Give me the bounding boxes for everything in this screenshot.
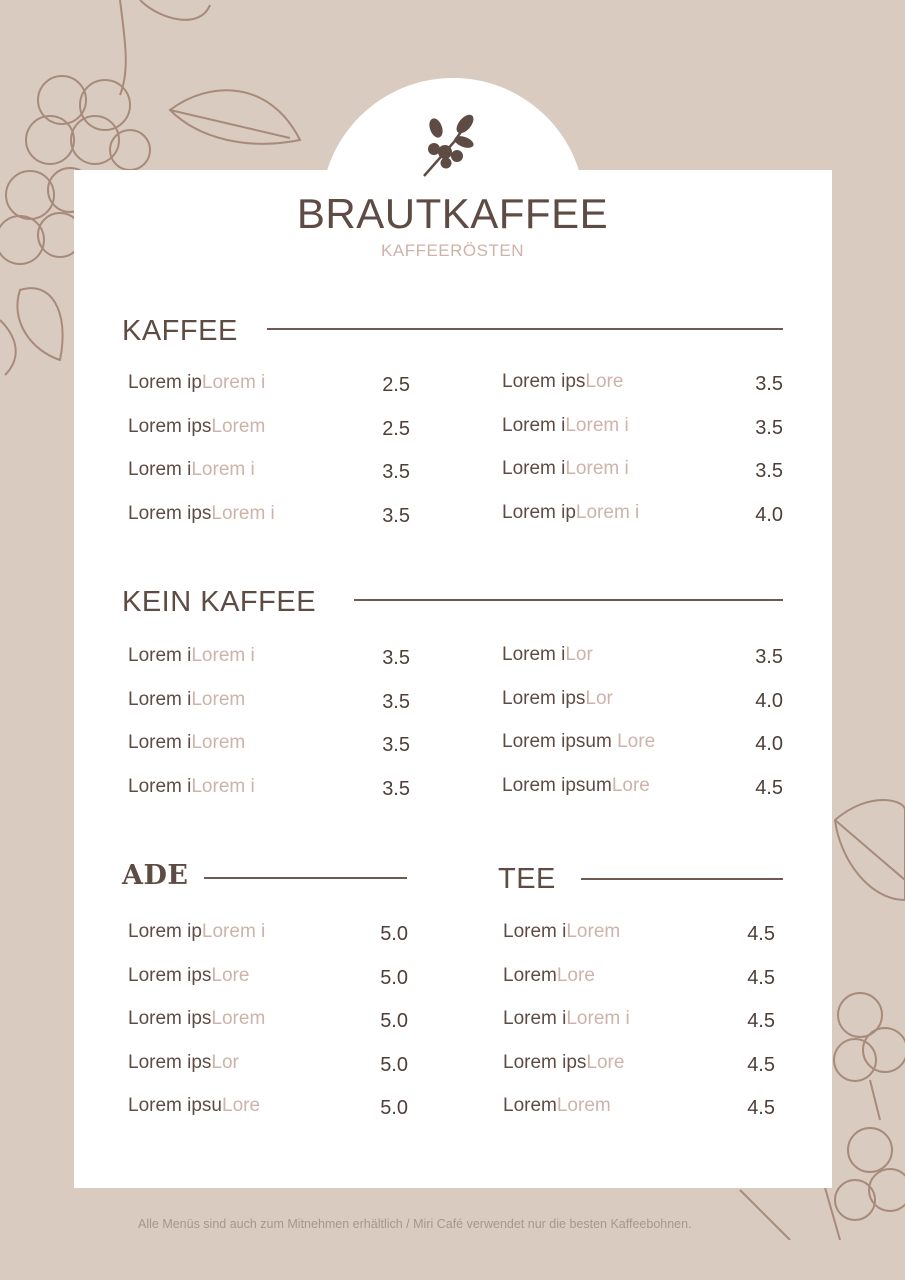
item-name (502, 775, 650, 797)
item-name-secondary: Lorem (191, 732, 246, 754)
item-name (128, 1052, 239, 1074)
item-name-secondary: Lore (611, 774, 650, 796)
item-price: 4.5 (747, 1053, 775, 1076)
divider (354, 599, 783, 601)
menu-item (128, 1008, 408, 1052)
item-name (502, 688, 613, 710)
menu-item (503, 1095, 775, 1139)
item-price: 4.5 (755, 776, 783, 799)
menu-item (128, 1052, 408, 1096)
menu-item (502, 415, 783, 459)
item-price: 3.5 (382, 777, 410, 800)
menu-item (128, 776, 410, 820)
item-price: 5.0 (380, 966, 408, 989)
item-name-secondary: Lore (617, 731, 656, 753)
item-name-primary: Lorem ips (128, 1008, 212, 1030)
item-name-primary: Lorem i (502, 414, 566, 436)
item-name (502, 415, 629, 437)
item-price: 5.0 (380, 1053, 408, 1076)
item-name-primary: Lorem i (502, 644, 566, 665)
item-price: 4.0 (755, 689, 783, 712)
section-heading-tee: TEE (498, 863, 556, 895)
tee-column (503, 921, 775, 1139)
item-name-primary: Lorem ipsu (128, 1095, 222, 1117)
item-name-secondary: Lore (586, 1051, 625, 1073)
item-price: 3.5 (382, 734, 410, 757)
item-name (128, 965, 249, 987)
item-name (502, 371, 623, 393)
item-price: 3.5 (382, 504, 410, 527)
item-name-secondary: Lorem i (201, 921, 266, 942)
item-name (503, 1008, 630, 1030)
item-name (128, 459, 255, 481)
item-name-primary: Lorem ips (502, 371, 586, 392)
menu-subtitle: KAFFEERÖSTEN (381, 241, 524, 260)
item-name (128, 372, 265, 394)
menu-item (128, 689, 410, 733)
item-name-secondary: Lor (211, 1051, 239, 1073)
item-price: 3.5 (382, 647, 410, 669)
item-name (503, 921, 620, 943)
divider (581, 878, 783, 880)
item-name (128, 921, 265, 943)
menu-item (503, 921, 775, 965)
item-price: 4.0 (755, 733, 783, 756)
menu-item (502, 688, 783, 732)
item-name-primary: Lorem i (128, 459, 192, 481)
item-price: 2.5 (382, 374, 410, 396)
item-price: 3.5 (755, 416, 783, 439)
item-name-secondary: Lorem (191, 688, 246, 710)
menu-item (502, 502, 783, 546)
item-price: 4.5 (747, 1010, 775, 1033)
menu-item (128, 503, 410, 547)
item-name (502, 644, 593, 666)
item-price: 3.5 (755, 460, 783, 483)
menu-item (128, 372, 410, 416)
item-name-secondary: Lorem i (565, 414, 629, 436)
menu-item (502, 371, 783, 415)
item-name (128, 503, 275, 525)
menu-item (503, 1052, 775, 1096)
section-heading-ade: ADE (122, 860, 189, 891)
item-name-secondary: Lorem i (191, 459, 255, 481)
item-name-secondary: Lorem i (211, 502, 275, 524)
item-name-primary: Lorem ips (128, 1051, 212, 1073)
item-name-primary: Lorem i (128, 688, 192, 710)
item-name (128, 1095, 260, 1117)
item-name-secondary: Lor (565, 644, 593, 665)
item-price: 4.5 (747, 966, 775, 989)
item-name (502, 502, 639, 524)
item-name-primary: Lorem (503, 1095, 557, 1117)
item-price: 4.5 (747, 923, 775, 945)
item-name-primary: Lorem i (128, 732, 192, 754)
item-name-primary: Lorem i (128, 645, 192, 666)
item-name (503, 1052, 624, 1074)
menu-item (128, 416, 410, 460)
menu-item (502, 458, 783, 502)
ade-column (128, 921, 408, 1139)
item-name-secondary: Lorem i (201, 372, 266, 393)
section-heading-kein-kaffee: KEIN KAFFEE (122, 586, 317, 618)
menu-item (128, 459, 410, 503)
item-name-secondary: Lorem (211, 1008, 266, 1030)
item-name-secondary: Lorem i (575, 501, 640, 523)
item-price: 4.5 (747, 1097, 775, 1120)
item-name-secondary: Lorem (211, 415, 266, 437)
item-name-primary: Lorem ips (128, 415, 212, 437)
item-name (128, 689, 245, 711)
item-name (503, 965, 595, 987)
item-name-secondary: Lore (211, 964, 250, 986)
item-name-secondary: Lorem (556, 1095, 611, 1117)
menu-title: BRAUTKAFFEE (296, 190, 609, 237)
item-name-primary: Lorem i (503, 921, 567, 942)
menu-item (128, 921, 408, 965)
kein-kaffee-right-column (502, 644, 783, 818)
divider (204, 877, 407, 879)
menu-item (503, 1008, 775, 1052)
item-name (502, 458, 629, 480)
menu-item (502, 731, 783, 775)
item-name-primary: Lorem ips (128, 502, 212, 524)
item-name-primary: Lorem i (503, 1008, 567, 1030)
item-name-secondary: Lor (585, 687, 613, 709)
item-name-secondary: Lorem i (565, 458, 629, 480)
item-name (128, 776, 255, 798)
item-name-primary: Lorem ip (502, 501, 576, 523)
menu-item (128, 965, 408, 1009)
kein-kaffee-left-column (128, 645, 410, 819)
item-name (502, 731, 655, 753)
item-name-primary: Lorem ips (128, 964, 212, 986)
menu-item (128, 1095, 408, 1139)
item-name (128, 1008, 265, 1030)
item-price: 4.0 (755, 503, 783, 526)
coffee-branch-icon (420, 112, 478, 178)
item-name-primary: Lorem ips (502, 687, 586, 709)
item-name-primary: Lorem ipsum (502, 731, 618, 753)
divider (267, 328, 783, 330)
menu-item (128, 645, 410, 689)
item-name (128, 732, 245, 754)
item-price: 3.5 (382, 461, 410, 484)
item-name-secondary: Lorem i (191, 775, 255, 797)
footer-note: Alle Menüs sind auch zum Mitnehmen erhältlich / Miri Café verwendet nur die besten Kaffeebohnen. (138, 1217, 692, 1231)
item-name-primary: Lorem ip (128, 372, 202, 393)
item-name-primary: Lorem ipsum (502, 774, 612, 796)
item-price: 3.5 (382, 690, 410, 713)
item-name-primary: Lorem i (502, 458, 566, 480)
menu-item (128, 732, 410, 776)
item-name (128, 416, 265, 438)
item-name-secondary: Lore (222, 1095, 261, 1117)
menu-item (502, 775, 783, 819)
item-name-secondary: Lorem (566, 921, 621, 942)
item-name-primary: Lorem i (128, 775, 192, 797)
kaffee-left-column (128, 372, 410, 546)
item-price: 5.0 (380, 1010, 408, 1033)
item-name (503, 1095, 611, 1117)
item-price: 5.0 (380, 923, 408, 945)
item-name-primary: Lorem ips (503, 1051, 587, 1073)
item-price: 5.0 (380, 1097, 408, 1120)
item-name-primary: Lorem ip (128, 921, 202, 942)
item-price: 3.5 (755, 373, 783, 395)
item-name (128, 645, 255, 667)
item-name-secondary: Lorem i (566, 1008, 630, 1030)
item-name-secondary: Lore (585, 371, 624, 392)
menu-item (502, 644, 783, 688)
section-heading-kaffee: KAFFEE (122, 315, 238, 347)
item-price: 2.5 (382, 417, 410, 440)
item-name-primary: Lorem (503, 964, 557, 986)
item-name-secondary: Lorem i (191, 645, 255, 666)
menu-item (503, 965, 775, 1009)
item-price: 3.5 (755, 646, 783, 668)
kaffee-right-column (502, 371, 783, 545)
item-name-secondary: Lore (556, 964, 595, 986)
